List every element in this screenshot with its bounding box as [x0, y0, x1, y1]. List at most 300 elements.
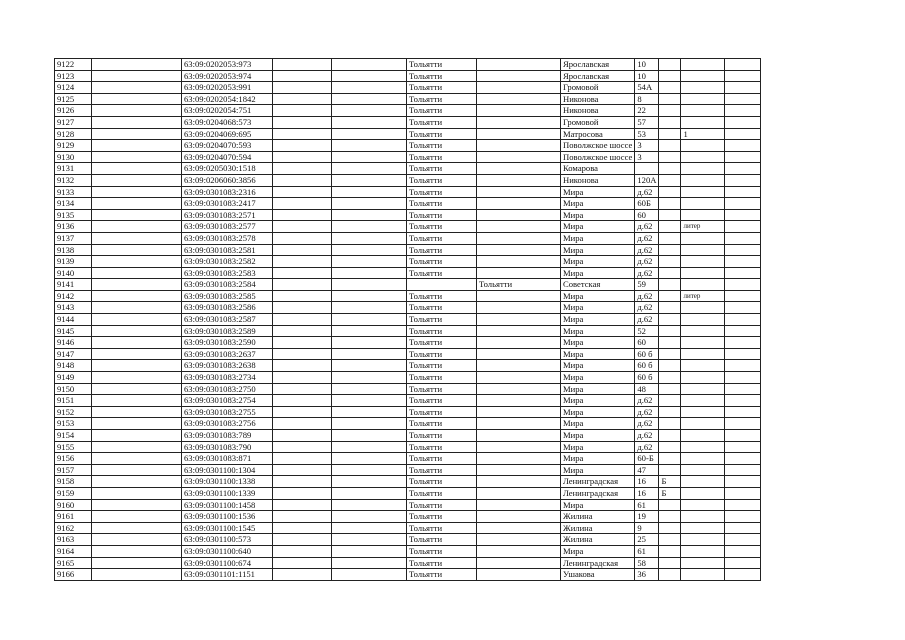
house-cell: 25	[635, 534, 659, 546]
empty-cell	[332, 372, 407, 384]
empty-cell	[725, 325, 761, 337]
empty-cell	[92, 290, 182, 302]
empty-cell	[92, 244, 182, 256]
extra-cell	[681, 430, 725, 442]
extra-cell	[681, 325, 725, 337]
empty-cell	[332, 256, 407, 268]
city-cell: Тольятти	[407, 209, 477, 221]
cadastral-number: 63:09:0202053:973	[182, 59, 273, 71]
empty-cell	[725, 116, 761, 128]
empty-cell	[332, 545, 407, 557]
cadastral-number: 63:09:0301100:1338	[182, 476, 273, 488]
city-cell: Тольятти	[407, 256, 477, 268]
cadastral-number: 63:09:0301083:2581	[182, 244, 273, 256]
extra-cell	[681, 151, 725, 163]
empty-cell	[725, 186, 761, 198]
street-cell: Мира	[561, 314, 635, 326]
city-cell: Тольятти	[407, 70, 477, 82]
city-alt-cell	[477, 383, 561, 395]
empty-cell	[92, 487, 182, 499]
empty-cell	[92, 82, 182, 94]
empty-cell	[725, 163, 761, 175]
city-cell: Тольятти	[407, 337, 477, 349]
street-cell: Поволжское шоссе	[561, 151, 635, 163]
city-cell: Тольятти	[407, 163, 477, 175]
empty-cell	[725, 209, 761, 221]
table-row	[55, 82, 761, 94]
house-cell: 57	[635, 116, 659, 128]
row-number: 9165	[55, 557, 92, 569]
table-row	[55, 198, 761, 210]
row-number: 9128	[55, 128, 92, 140]
extra-cell	[681, 116, 725, 128]
empty-cell	[92, 511, 182, 523]
street-cell: Мира	[561, 337, 635, 349]
city-alt-cell	[477, 569, 561, 581]
city-alt-cell	[477, 290, 561, 302]
empty-cell	[725, 267, 761, 279]
row-number: 9160	[55, 499, 92, 511]
city-cell: Тольятти	[407, 464, 477, 476]
empty-cell	[725, 290, 761, 302]
row-number: 9125	[55, 93, 92, 105]
street-cell: Жилина	[561, 511, 635, 523]
empty-cell	[332, 337, 407, 349]
table-row	[55, 290, 761, 302]
empty-cell	[273, 244, 332, 256]
table-row	[55, 395, 761, 407]
empty-cell	[92, 545, 182, 557]
empty-cell	[332, 487, 407, 499]
street-cell: Мира	[561, 221, 635, 233]
empty-cell	[92, 360, 182, 372]
empty-cell	[92, 70, 182, 82]
cadastral-number: 63:09:0205030:1518	[182, 163, 273, 175]
cadastral-number: 63:09:0301083:2316	[182, 186, 273, 198]
letter-cell	[659, 418, 681, 430]
empty-cell	[332, 186, 407, 198]
house-cell	[635, 163, 659, 175]
empty-cell	[725, 360, 761, 372]
empty-cell	[273, 290, 332, 302]
empty-cell	[273, 302, 332, 314]
cadastral-number: 63:09:0301100:1458	[182, 499, 273, 511]
empty-cell	[332, 464, 407, 476]
letter-cell	[659, 59, 681, 71]
city-cell: Тольятти	[407, 499, 477, 511]
house-cell: 58	[635, 557, 659, 569]
city-cell: Тольятти	[407, 557, 477, 569]
extra-cell	[681, 256, 725, 268]
table-row	[55, 59, 761, 71]
letter-cell	[659, 70, 681, 82]
empty-cell	[725, 383, 761, 395]
street-cell: Мира	[561, 464, 635, 476]
extra-cell	[681, 174, 725, 186]
empty-cell	[332, 244, 407, 256]
empty-cell	[273, 557, 332, 569]
empty-cell	[725, 464, 761, 476]
table-row	[55, 325, 761, 337]
empty-cell	[332, 279, 407, 291]
city-alt-cell	[477, 534, 561, 546]
empty-cell	[273, 383, 332, 395]
city-cell: Тольятти	[407, 360, 477, 372]
empty-cell	[725, 418, 761, 430]
city-alt-cell	[477, 209, 561, 221]
city-cell: Тольятти	[407, 221, 477, 233]
city-alt-cell	[477, 174, 561, 186]
cadastral-number: 63:09:0202054:751	[182, 105, 273, 117]
letter-cell	[659, 82, 681, 94]
city-alt-cell	[477, 395, 561, 407]
letter-cell	[659, 244, 681, 256]
letter-cell	[659, 290, 681, 302]
table-row	[55, 360, 761, 372]
house-cell: д.62	[635, 290, 659, 302]
house-cell: д.62	[635, 418, 659, 430]
letter-cell	[659, 337, 681, 349]
extra-cell	[681, 59, 725, 71]
empty-cell	[273, 395, 332, 407]
city-alt-cell: Тольятти	[477, 279, 561, 291]
city-alt-cell	[477, 314, 561, 326]
empty-cell	[725, 569, 761, 581]
house-cell: д.62	[635, 244, 659, 256]
empty-cell	[332, 569, 407, 581]
letter-cell: Б	[659, 487, 681, 499]
house-cell: 16	[635, 476, 659, 488]
cadastral-number: 63:09:0202053:991	[182, 82, 273, 94]
cadastral-number: 63:09:0206060:3856	[182, 174, 273, 186]
row-number: 9162	[55, 522, 92, 534]
letter-cell	[659, 267, 681, 279]
empty-cell	[725, 82, 761, 94]
extra-cell	[681, 383, 725, 395]
empty-cell	[332, 395, 407, 407]
cadastral-number: 63:09:0301083:2589	[182, 325, 273, 337]
row-number: 9122	[55, 59, 92, 71]
empty-cell	[92, 395, 182, 407]
house-cell: 60 б	[635, 348, 659, 360]
empty-cell	[273, 325, 332, 337]
row-number: 9153	[55, 418, 92, 430]
empty-cell	[273, 151, 332, 163]
city-alt-cell	[477, 453, 561, 465]
extra-cell	[681, 511, 725, 523]
cadastral-number: 63:09:0301100:1545	[182, 522, 273, 534]
cadastral-number: 63:09:0301083:2754	[182, 395, 273, 407]
letter-cell	[659, 198, 681, 210]
empty-cell	[725, 534, 761, 546]
street-cell: Громовой	[561, 116, 635, 128]
extra-cell	[681, 244, 725, 256]
empty-cell	[332, 511, 407, 523]
empty-cell	[92, 267, 182, 279]
table-row	[55, 557, 761, 569]
letter-cell	[659, 105, 681, 117]
city-cell: Тольятти	[407, 174, 477, 186]
extra-cell	[681, 70, 725, 82]
empty-cell	[273, 372, 332, 384]
empty-cell	[332, 430, 407, 442]
table-row	[55, 186, 761, 198]
extra-cell	[681, 302, 725, 314]
letter-cell	[659, 360, 681, 372]
empty-cell	[332, 557, 407, 569]
empty-cell	[273, 163, 332, 175]
empty-cell	[725, 314, 761, 326]
table-row	[55, 140, 761, 152]
city-alt-cell	[477, 140, 561, 152]
street-cell: Мира	[561, 441, 635, 453]
empty-cell	[725, 430, 761, 442]
empty-cell	[92, 140, 182, 152]
table-row	[55, 279, 761, 291]
street-cell: Мира	[561, 209, 635, 221]
row-number: 9139	[55, 256, 92, 268]
extra-cell	[681, 534, 725, 546]
row-number: 9148	[55, 360, 92, 372]
street-cell: Мира	[561, 453, 635, 465]
extra-cell	[681, 163, 725, 175]
house-cell: 16	[635, 487, 659, 499]
empty-cell	[273, 198, 332, 210]
row-number: 9144	[55, 314, 92, 326]
empty-cell	[92, 372, 182, 384]
row-number: 9140	[55, 267, 92, 279]
city-cell: Тольятти	[407, 82, 477, 94]
cadastral-number: 63:09:0204070:594	[182, 151, 273, 163]
city-alt-cell	[477, 372, 561, 384]
empty-cell	[725, 441, 761, 453]
row-number: 9132	[55, 174, 92, 186]
street-cell: Мира	[561, 302, 635, 314]
empty-cell	[725, 279, 761, 291]
empty-cell	[332, 174, 407, 186]
empty-cell	[332, 534, 407, 546]
row-number: 9154	[55, 430, 92, 442]
street-cell: Комарова	[561, 163, 635, 175]
city-alt-cell	[477, 198, 561, 210]
city-cell: Тольятти	[407, 453, 477, 465]
extra-cell	[681, 140, 725, 152]
extra-cell	[681, 569, 725, 581]
empty-cell	[273, 406, 332, 418]
letter-cell	[659, 395, 681, 407]
empty-cell	[725, 174, 761, 186]
letter-cell	[659, 325, 681, 337]
letter-cell	[659, 383, 681, 395]
table-row	[55, 499, 761, 511]
house-cell: д.62	[635, 186, 659, 198]
empty-cell	[92, 163, 182, 175]
empty-cell	[92, 314, 182, 326]
empty-cell	[725, 557, 761, 569]
row-number: 9166	[55, 569, 92, 581]
letter-cell	[659, 406, 681, 418]
house-cell: 48	[635, 383, 659, 395]
row-number: 9156	[55, 453, 92, 465]
letter-cell	[659, 534, 681, 546]
empty-cell	[273, 348, 332, 360]
empty-cell	[273, 279, 332, 291]
table-row	[55, 128, 761, 140]
city-cell: Тольятти	[407, 511, 477, 523]
empty-cell	[725, 395, 761, 407]
city-cell: Тольятти	[407, 487, 477, 499]
empty-cell	[725, 244, 761, 256]
table-row	[55, 372, 761, 384]
cadastral-number: 63:09:0301083:790	[182, 441, 273, 453]
empty-cell	[273, 522, 332, 534]
street-cell: Мира	[561, 198, 635, 210]
extra-cell	[681, 232, 725, 244]
empty-cell	[273, 59, 332, 71]
empty-cell	[332, 151, 407, 163]
cadastral-number: 63:09:0301083:789	[182, 430, 273, 442]
table-row	[55, 244, 761, 256]
city-cell: Тольятти	[407, 302, 477, 314]
city-alt-cell	[477, 232, 561, 244]
cadastral-number: 63:09:0204068:573	[182, 116, 273, 128]
row-number: 9149	[55, 372, 92, 384]
street-cell: Ленинградская	[561, 476, 635, 488]
city-alt-cell	[477, 545, 561, 557]
empty-cell	[273, 569, 332, 581]
empty-cell	[92, 325, 182, 337]
empty-cell	[92, 406, 182, 418]
city-alt-cell	[477, 105, 561, 117]
empty-cell	[725, 499, 761, 511]
city-alt-cell	[477, 244, 561, 256]
letter-cell	[659, 314, 681, 326]
empty-cell	[273, 337, 332, 349]
cadastral-number: 63:09:0301083:2585	[182, 290, 273, 302]
empty-cell	[725, 70, 761, 82]
empty-cell	[273, 70, 332, 82]
empty-cell	[273, 545, 332, 557]
empty-cell	[273, 209, 332, 221]
house-cell: 19	[635, 511, 659, 523]
house-cell: 8	[635, 93, 659, 105]
empty-cell	[273, 256, 332, 268]
empty-cell	[332, 383, 407, 395]
letter-cell	[659, 499, 681, 511]
house-cell: 61	[635, 499, 659, 511]
city-cell: Тольятти	[407, 105, 477, 117]
extra-cell	[681, 314, 725, 326]
city-alt-cell	[477, 441, 561, 453]
city-cell: Тольятти	[407, 93, 477, 105]
house-cell: 10	[635, 70, 659, 82]
city-cell: Тольятти	[407, 534, 477, 546]
city-cell: Тольятти	[407, 441, 477, 453]
empty-cell	[92, 476, 182, 488]
empty-cell	[332, 499, 407, 511]
city-cell: Тольятти	[407, 244, 477, 256]
empty-cell	[725, 348, 761, 360]
empty-cell	[92, 93, 182, 105]
table-row	[55, 430, 761, 442]
street-cell: Никонова	[561, 105, 635, 117]
street-cell: Мира	[561, 395, 635, 407]
city-cell: Тольятти	[407, 232, 477, 244]
table-row	[55, 105, 761, 117]
empty-cell	[92, 302, 182, 314]
table-row	[55, 418, 761, 430]
city-alt-cell	[477, 476, 561, 488]
empty-cell	[273, 140, 332, 152]
house-cell: 59	[635, 279, 659, 291]
row-number: 9151	[55, 395, 92, 407]
empty-cell	[273, 430, 332, 442]
street-cell: Мира	[561, 325, 635, 337]
extra-cell	[681, 522, 725, 534]
letter-cell	[659, 140, 681, 152]
empty-cell	[332, 232, 407, 244]
house-cell: 52	[635, 325, 659, 337]
city-cell	[407, 279, 477, 291]
city-cell: Тольятти	[407, 476, 477, 488]
cadastral-number: 63:09:0301083:2734	[182, 372, 273, 384]
letter-cell	[659, 545, 681, 557]
empty-cell	[273, 476, 332, 488]
city-alt-cell	[477, 360, 561, 372]
empty-cell	[92, 128, 182, 140]
extra-cell	[681, 487, 725, 499]
table-row	[55, 256, 761, 268]
street-cell: Ушакова	[561, 569, 635, 581]
street-cell: Жилина	[561, 534, 635, 546]
empty-cell	[92, 116, 182, 128]
empty-cell	[273, 105, 332, 117]
city-cell: Тольятти	[407, 372, 477, 384]
city-cell: Тольятти	[407, 186, 477, 198]
empty-cell	[273, 82, 332, 94]
row-number: 9134	[55, 198, 92, 210]
row-number: 9124	[55, 82, 92, 94]
extra-cell	[681, 209, 725, 221]
cadastral-number: 63:09:0301083:2586	[182, 302, 273, 314]
house-cell: д.62	[635, 232, 659, 244]
street-cell: Мира	[561, 348, 635, 360]
letter-cell	[659, 209, 681, 221]
empty-cell	[273, 441, 332, 453]
empty-cell	[92, 337, 182, 349]
house-cell: д.62	[635, 302, 659, 314]
street-cell: Мира	[561, 545, 635, 557]
empty-cell	[332, 221, 407, 233]
street-cell: Мира	[561, 256, 635, 268]
house-cell: 60	[635, 337, 659, 349]
city-alt-cell	[477, 267, 561, 279]
street-cell: Мира	[561, 232, 635, 244]
row-number: 9146	[55, 337, 92, 349]
letter-cell	[659, 522, 681, 534]
house-cell: д.62	[635, 314, 659, 326]
street-cell: Никонова	[561, 174, 635, 186]
city-cell: Тольятти	[407, 267, 477, 279]
city-cell: Тольятти	[407, 430, 477, 442]
cadastral-number: 63:09:0301083:2583	[182, 267, 273, 279]
empty-cell	[92, 256, 182, 268]
empty-cell	[332, 93, 407, 105]
empty-cell	[273, 232, 332, 244]
empty-cell	[273, 464, 332, 476]
city-alt-cell	[477, 337, 561, 349]
street-cell: Мира	[561, 406, 635, 418]
